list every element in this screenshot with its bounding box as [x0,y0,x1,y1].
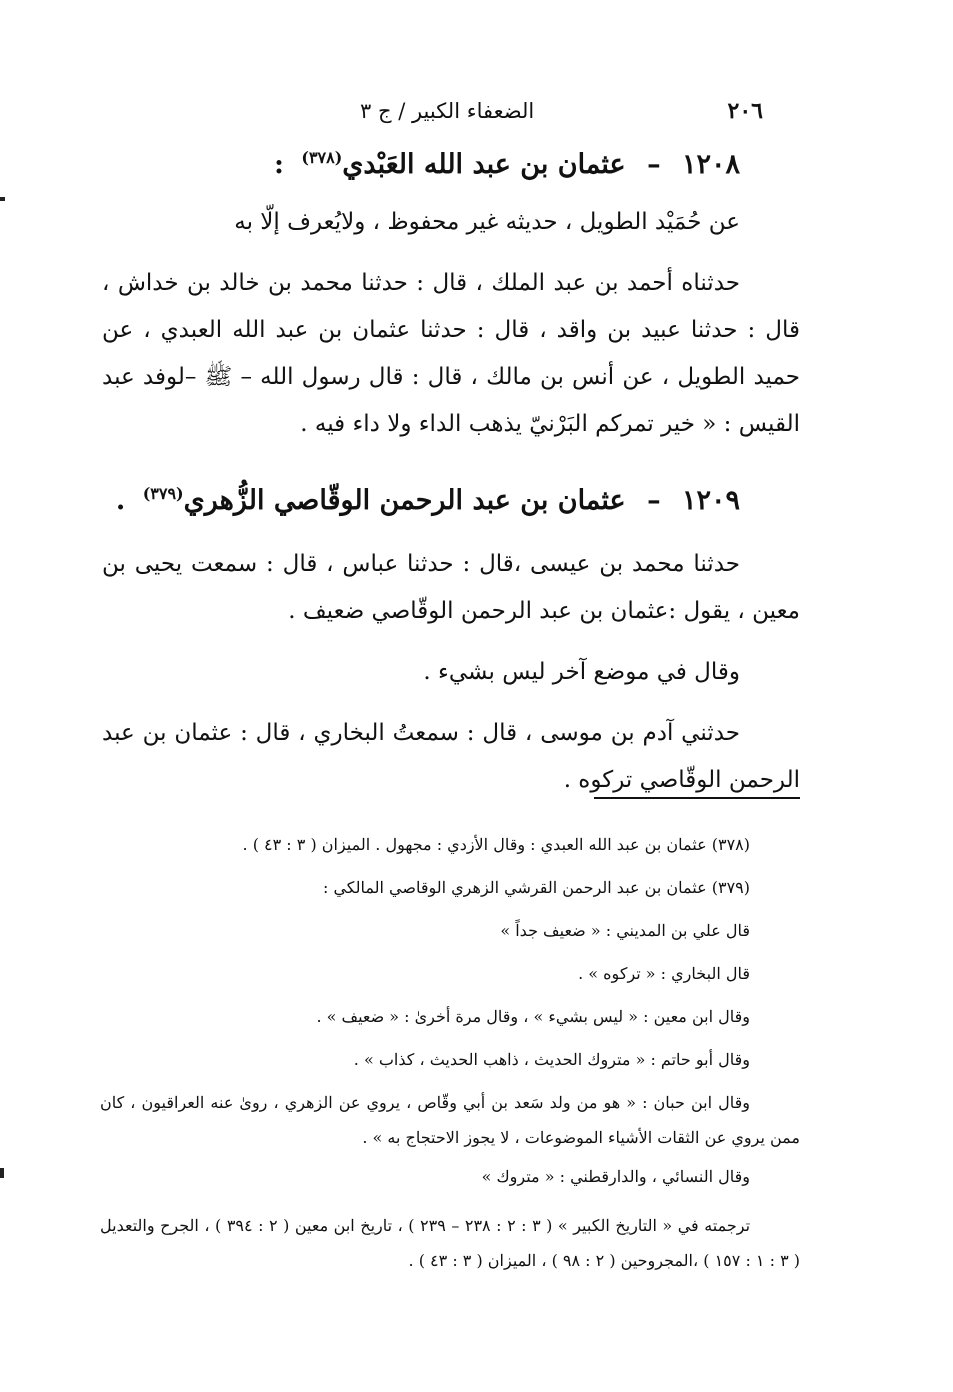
footnote: وقال ابن حبان : « هو من ولد سَعد بن أبي وقّاص ، يروي عن الزهري ، روىٰ عنه العراقيون ، كان ممن يروي عن الثقات الأشياء الموضوعات ، لا يجوز الاحتجاج به » . [100,1093,800,1147]
footnote: وقال النسائي ، والدارقطني : « متروك » [481,1167,750,1186]
main-text [102,132,800,804]
footnotes [100,823,800,1278]
footnote-ref: (٣٧٩) [142,484,184,503]
paragraph: عن حُمَيْد الطويل ، حديثه غير محفوظ ، ولايُعرف إلّا به [234,209,740,235]
page-number: ٢٠٦ [727,98,763,124]
running-header [360,96,763,126]
scan-speck [0,197,5,201]
entry-number: ١٢٠٩ [681,485,740,516]
paragraph: وقال في موضع آخر ليس بشيء . [423,659,740,685]
paragraph: حدثنا محمد بن عيسى ،قال : حدثنا عباس ، قال : سمعت يحيى بن معين ، يقول :عثمان بن عبد الرحمن الوقّاصي ضعيف . [102,551,800,624]
footnote: قال البخاري : « تركوه » . [578,964,750,983]
paragraph: حدثني آدم بن موسى ، قال : سمعتُ البخاري ، قال : عثمان بن عبد الرحمن الوقّاصي تركوه . [102,720,800,793]
footnote: (٣٧٨) عثمان بن عبد الله العبدي : وقال الأزدي : مجهول . الميزان ( ٣ : ٤٣ ) . [242,835,750,854]
entry-name: عثمان بن عبد الرحمن الوقّاصي الزُّهري [183,485,626,516]
entry-dash: – [647,485,661,516]
footnote: وقال أبو حاتم : « متروك الحديث ، ذاهب الحديث ، كذاب » . [353,1050,750,1069]
entry-dash: – [647,149,661,180]
entry-trail: . [115,485,126,516]
entry-heading-1209 [102,468,800,527]
running-title: الضعفاء الكبير / ج ٣ [360,99,535,123]
entry-heading-1208 [102,132,800,191]
scan-speck [0,1168,4,1178]
footnote-ref: (٣٧٨) [301,148,343,167]
paragraph: حدثناه أحمد بن عبد الملك ، قال : حدثنا محمد بن خالد بن خداش ، قال : حدثنا عبيد بن واقد ، قال : حدثنا عثمان بن عبد الله العبدي ، عن حميد الطويل ، عن أنس بن مالك ، قال : قال رسول الله – ﷺ –لوفد عبد القيس : « خير تمركم البَرْنيّ يذهب الداء ولا داء فيه . [102,270,800,437]
footnote-separator [594,797,800,799]
entry-name: عثمان بن عبد الله العَبْدي [342,149,626,180]
entry-trail: : [273,149,284,180]
entry-number: ١٢٠٨ [681,149,740,180]
footnote: ترجمته في « التاريخ الكبير » ( ٣ : ٢ : ٢٣٨ – ٢٣٩ ) ، تاريخ ابن معين ( ٢ : ٣٩٤ ) ، الجرح والتعديل ( ٣ : ١ : ١٥٧ ) ،المجروحين ( ٢ : ٩٨ ) ، الميزان ( ٣ : ٤٣ ) . [100,1216,800,1270]
footnote: قال علي بن المديني : « ضعيف جداً » [500,921,750,940]
footnote: (٣٧٩) عثمان بن عبد الرحمن القرشي الزهري الوقاصي المالكي : [322,878,750,897]
footnote: وقال ابن معين : « ليس بشيء » ، وقال مرة أخرىٰ : « ضعيف » . [316,1007,750,1026]
